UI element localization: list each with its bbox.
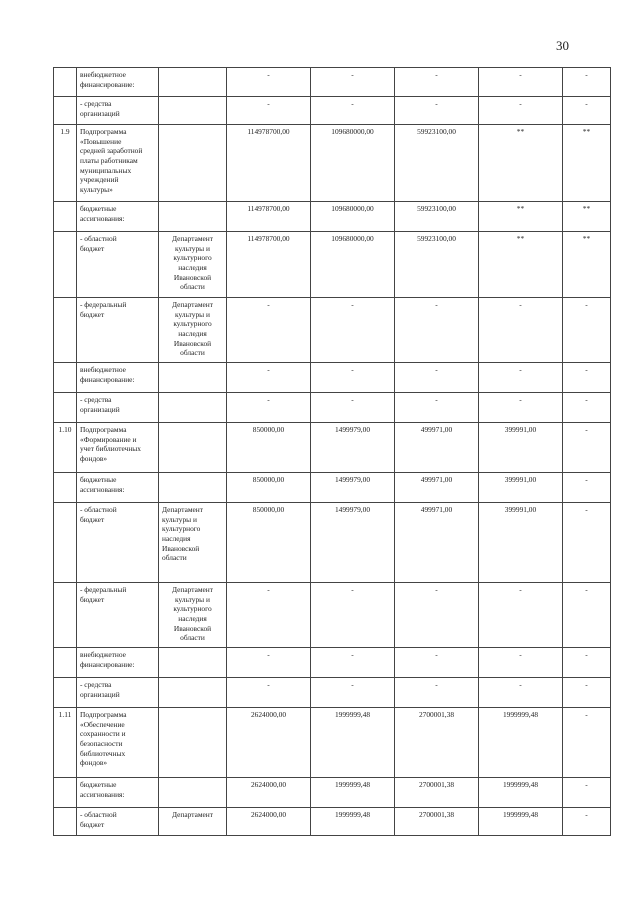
row-value-1-text: 850000,00 bbox=[252, 475, 285, 484]
row-value-2 bbox=[311, 125, 395, 202]
row-executor bbox=[159, 363, 227, 393]
row-description-text: - средства организаций bbox=[80, 680, 120, 699]
row-description-text: - областной бюджет bbox=[80, 810, 117, 829]
row-number bbox=[54, 473, 77, 503]
row-value-4 bbox=[479, 678, 563, 708]
row-value-5-text: - bbox=[585, 810, 588, 819]
row-value-4-text: - bbox=[519, 680, 522, 689]
row-value-5 bbox=[563, 423, 611, 473]
row-value-1-text: - bbox=[267, 680, 270, 689]
row-value-1-text: - bbox=[267, 99, 270, 108]
row-executor-text: Департамент культуры и культурного наследия Ивановской области bbox=[172, 300, 213, 358]
row-value-1-text: - bbox=[267, 365, 270, 374]
table-row bbox=[54, 708, 611, 778]
row-number bbox=[54, 648, 77, 678]
row-value-5-text: - bbox=[585, 475, 588, 484]
table-row bbox=[54, 678, 611, 708]
row-value-4 bbox=[479, 583, 563, 648]
row-value-5-text: - bbox=[585, 780, 588, 789]
row-executor-text: Департамент культуры и культурного наследия Ивановской области bbox=[172, 234, 213, 292]
row-value-2 bbox=[311, 678, 395, 708]
row-number bbox=[54, 503, 77, 583]
row-description bbox=[77, 125, 159, 202]
row-description bbox=[77, 68, 159, 97]
row-value-5 bbox=[563, 125, 611, 202]
row-executor bbox=[159, 503, 227, 583]
row-number bbox=[54, 68, 77, 97]
table-row bbox=[54, 393, 611, 423]
row-value-4 bbox=[479, 423, 563, 473]
row-description-text: - средства организаций bbox=[80, 99, 120, 118]
row-number bbox=[54, 808, 77, 836]
row-value-3 bbox=[395, 473, 479, 503]
row-value-3 bbox=[395, 678, 479, 708]
row-number bbox=[54, 97, 77, 125]
row-value-3-text: - bbox=[435, 395, 438, 404]
row-value-5 bbox=[563, 473, 611, 503]
row-value-1-text: 850000,00 bbox=[252, 425, 285, 434]
row-value-5-text: - bbox=[585, 99, 588, 108]
row-value-2 bbox=[311, 708, 395, 778]
row-value-3-text: - bbox=[435, 680, 438, 689]
row-description-text: внебюджетное финансирование: bbox=[80, 365, 135, 384]
row-value-3-text: 2700001,38 bbox=[418, 710, 455, 719]
row-value-1 bbox=[227, 202, 311, 232]
row-description bbox=[77, 778, 159, 808]
row-value-1 bbox=[227, 583, 311, 648]
row-value-4 bbox=[479, 648, 563, 678]
row-value-2 bbox=[311, 503, 395, 583]
row-value-5 bbox=[563, 778, 611, 808]
row-value-5-text: - bbox=[585, 710, 588, 719]
row-value-1 bbox=[227, 393, 311, 423]
row-value-5-text: - bbox=[585, 650, 588, 659]
row-value-5-text: - bbox=[585, 425, 588, 434]
row-description bbox=[77, 202, 159, 232]
row-description-text: бюджетные ассигнования: bbox=[80, 475, 125, 494]
row-value-2-text: 109680000,00 bbox=[331, 234, 374, 243]
row-value-2-text: 1499979,00 bbox=[334, 425, 371, 434]
row-value-2 bbox=[311, 97, 395, 125]
table-row bbox=[54, 583, 611, 648]
row-description bbox=[77, 648, 159, 678]
row-value-4-text: - bbox=[519, 70, 522, 79]
row-value-3-text: 59923100,00 bbox=[417, 234, 456, 243]
row-value-2-text: - bbox=[351, 300, 354, 309]
row-value-5 bbox=[563, 68, 611, 97]
row-value-5 bbox=[563, 503, 611, 583]
row-value-5-text: ** bbox=[582, 234, 591, 243]
row-value-5 bbox=[563, 393, 611, 423]
row-value-3 bbox=[395, 298, 479, 363]
row-description bbox=[77, 232, 159, 298]
row-value-5-text: ** bbox=[582, 127, 591, 136]
row-value-4 bbox=[479, 708, 563, 778]
row-description-text: Подпрограмма «Обеспечение сохранности и безопасности библиотечных фондов» bbox=[80, 710, 127, 768]
row-executor bbox=[159, 298, 227, 363]
row-executor bbox=[159, 583, 227, 648]
row-value-3 bbox=[395, 778, 479, 808]
table-row bbox=[54, 808, 611, 836]
row-executor bbox=[159, 678, 227, 708]
row-value-4-text: ** bbox=[516, 127, 525, 136]
row-description-text: - федеральный бюджет bbox=[80, 585, 127, 604]
row-number bbox=[54, 678, 77, 708]
row-value-4 bbox=[479, 808, 563, 836]
row-description bbox=[77, 583, 159, 648]
row-executor bbox=[159, 125, 227, 202]
row-description bbox=[77, 473, 159, 503]
row-number bbox=[54, 232, 77, 298]
row-value-4-text: 1999999,48 bbox=[502, 810, 539, 819]
row-value-3 bbox=[395, 503, 479, 583]
table-row bbox=[54, 503, 611, 583]
row-value-4-text: - bbox=[519, 99, 522, 108]
row-value-1-text: 2624000,00 bbox=[250, 710, 287, 719]
row-number bbox=[54, 708, 77, 778]
row-value-4-text: 399991,00 bbox=[504, 505, 537, 514]
row-value-1-text: - bbox=[267, 585, 270, 594]
row-description-text: Подпрограмма «Повышение средней заработной платы работникам муниципальных учреждений культуры» bbox=[80, 127, 143, 194]
row-value-1 bbox=[227, 678, 311, 708]
row-value-3 bbox=[395, 363, 479, 393]
row-value-4-text: ** bbox=[516, 204, 525, 213]
row-number-text: 1.10 bbox=[58, 425, 72, 434]
row-executor bbox=[159, 808, 227, 836]
row-description bbox=[77, 503, 159, 583]
row-value-2-text: - bbox=[351, 99, 354, 108]
row-value-5 bbox=[563, 202, 611, 232]
row-executor bbox=[159, 393, 227, 423]
table-row bbox=[54, 232, 611, 298]
row-value-1 bbox=[227, 473, 311, 503]
row-value-4 bbox=[479, 68, 563, 97]
row-value-2-text: - bbox=[351, 70, 354, 79]
row-value-2-text: - bbox=[351, 585, 354, 594]
row-value-3-text: - bbox=[435, 300, 438, 309]
row-value-2-text: - bbox=[351, 680, 354, 689]
row-value-5 bbox=[563, 678, 611, 708]
row-value-4-text: - bbox=[519, 300, 522, 309]
row-value-3-text: - bbox=[435, 650, 438, 659]
row-value-2-text: - bbox=[351, 365, 354, 374]
row-value-3 bbox=[395, 423, 479, 473]
table-row bbox=[54, 648, 611, 678]
row-description bbox=[77, 708, 159, 778]
page-number: 30 bbox=[556, 38, 569, 53]
row-value-4 bbox=[479, 393, 563, 423]
row-value-3-text: - bbox=[435, 365, 438, 374]
row-value-3 bbox=[395, 68, 479, 97]
row-value-5-text: - bbox=[585, 505, 588, 514]
row-executor bbox=[159, 648, 227, 678]
row-value-1 bbox=[227, 503, 311, 583]
row-value-1-text: - bbox=[267, 70, 270, 79]
row-value-2-text: 1499979,00 bbox=[334, 475, 371, 484]
row-value-1-text: 2624000,00 bbox=[250, 780, 287, 789]
row-value-2 bbox=[311, 363, 395, 393]
row-number bbox=[54, 298, 77, 363]
row-value-5-text: - bbox=[585, 365, 588, 374]
row-description bbox=[77, 97, 159, 125]
row-value-2 bbox=[311, 583, 395, 648]
row-value-1-text: - bbox=[267, 395, 270, 404]
row-value-1 bbox=[227, 648, 311, 678]
row-executor-text: Департамент bbox=[172, 810, 213, 819]
row-description bbox=[77, 363, 159, 393]
row-executor bbox=[159, 423, 227, 473]
row-value-5-text: - bbox=[585, 70, 588, 79]
row-number bbox=[54, 393, 77, 423]
row-value-2-text: 1499979,00 bbox=[334, 505, 371, 514]
table-row bbox=[54, 202, 611, 232]
row-executor bbox=[159, 778, 227, 808]
table-row bbox=[54, 778, 611, 808]
row-value-2 bbox=[311, 473, 395, 503]
row-value-2-text: 109680000,00 bbox=[331, 204, 374, 213]
row-value-2 bbox=[311, 808, 395, 836]
row-description-text: внебюджетное финансирование: bbox=[80, 70, 135, 89]
row-value-1-text: - bbox=[267, 300, 270, 309]
row-value-1 bbox=[227, 298, 311, 363]
row-number bbox=[54, 778, 77, 808]
row-value-5-text: ** bbox=[582, 204, 591, 213]
row-value-3-text: 59923100,00 bbox=[417, 127, 456, 136]
row-value-5 bbox=[563, 708, 611, 778]
row-value-2-text: 109680000,00 bbox=[331, 127, 374, 136]
budget-table bbox=[53, 67, 611, 836]
row-value-3 bbox=[395, 97, 479, 125]
row-value-5-text: - bbox=[585, 680, 588, 689]
row-description-text: - федеральный бюджет bbox=[80, 300, 127, 319]
row-value-3-text: 2700001,38 bbox=[418, 810, 455, 819]
row-number-text: 1.9 bbox=[60, 127, 70, 136]
row-value-1 bbox=[227, 125, 311, 202]
row-value-4-text: 1999999,48 bbox=[502, 710, 539, 719]
row-value-5 bbox=[563, 232, 611, 298]
row-value-4-text: 399991,00 bbox=[504, 475, 537, 484]
row-description-text: - средства организаций bbox=[80, 395, 120, 414]
row-value-4 bbox=[479, 778, 563, 808]
row-value-1-text: 2624000,00 bbox=[250, 810, 287, 819]
table-row bbox=[54, 298, 611, 363]
row-number bbox=[54, 423, 77, 473]
row-value-5 bbox=[563, 363, 611, 393]
row-description bbox=[77, 808, 159, 836]
row-value-3-text: 59923100,00 bbox=[417, 204, 456, 213]
row-executor-text: Департамент культуры и культурного наследия Ивановской области bbox=[172, 585, 213, 643]
row-value-2 bbox=[311, 202, 395, 232]
row-value-2 bbox=[311, 393, 395, 423]
row-value-3 bbox=[395, 202, 479, 232]
row-value-1 bbox=[227, 232, 311, 298]
row-value-1 bbox=[227, 97, 311, 125]
row-value-3 bbox=[395, 808, 479, 836]
row-value-1 bbox=[227, 778, 311, 808]
table-row bbox=[54, 125, 611, 202]
row-value-4-text: - bbox=[519, 650, 522, 659]
row-description-text: - областной бюджет bbox=[80, 234, 117, 253]
row-number-text: 1.11 bbox=[58, 710, 72, 719]
row-value-2-text: 1999999,48 bbox=[334, 780, 371, 789]
row-value-3 bbox=[395, 648, 479, 678]
row-executor bbox=[159, 97, 227, 125]
row-value-4-text: - bbox=[519, 585, 522, 594]
row-value-2 bbox=[311, 423, 395, 473]
row-value-1 bbox=[227, 808, 311, 836]
row-value-4 bbox=[479, 202, 563, 232]
row-value-2 bbox=[311, 68, 395, 97]
row-value-5 bbox=[563, 97, 611, 125]
row-description bbox=[77, 393, 159, 423]
row-value-4-text: 399991,00 bbox=[504, 425, 537, 434]
row-value-2-text: - bbox=[351, 395, 354, 404]
row-value-1-text: 114978700,00 bbox=[247, 127, 290, 136]
row-value-4 bbox=[479, 232, 563, 298]
row-value-2 bbox=[311, 648, 395, 678]
row-value-5-text: - bbox=[585, 585, 588, 594]
row-value-3 bbox=[395, 708, 479, 778]
row-value-3-text: 2700001,38 bbox=[418, 780, 455, 789]
row-value-5 bbox=[563, 298, 611, 363]
row-value-4 bbox=[479, 503, 563, 583]
row-value-4 bbox=[479, 125, 563, 202]
row-value-2-text: 1999999,48 bbox=[334, 810, 371, 819]
row-value-5 bbox=[563, 808, 611, 836]
row-value-1 bbox=[227, 68, 311, 97]
row-value-3-text: 499971,00 bbox=[420, 425, 453, 434]
row-value-1-text: 114978700,00 bbox=[247, 234, 290, 243]
row-value-1 bbox=[227, 708, 311, 778]
row-value-2-text: 1999999,48 bbox=[334, 710, 371, 719]
row-executor bbox=[159, 473, 227, 503]
row-value-4-text: ** bbox=[516, 234, 525, 243]
row-description-text: - областной бюджет bbox=[80, 505, 117, 524]
row-executor bbox=[159, 232, 227, 298]
row-executor bbox=[159, 68, 227, 97]
row-value-4 bbox=[479, 363, 563, 393]
row-value-3-text: - bbox=[435, 70, 438, 79]
table-row bbox=[54, 68, 611, 97]
row-description-text: Подпрограмма «Формирование и учет библиотечных фондов» bbox=[80, 425, 141, 463]
row-value-4 bbox=[479, 473, 563, 503]
row-executor bbox=[159, 708, 227, 778]
row-description-text: бюджетные ассигнования: bbox=[80, 780, 125, 799]
row-value-4 bbox=[479, 97, 563, 125]
row-executor-text: Департамент культуры и культурного наследия Ивановской области bbox=[162, 505, 203, 563]
row-value-5-text: - bbox=[585, 395, 588, 404]
row-value-5 bbox=[563, 648, 611, 678]
row-value-3-text: 499971,00 bbox=[420, 505, 453, 514]
row-value-3-text: - bbox=[435, 99, 438, 108]
row-value-4-text: - bbox=[519, 395, 522, 404]
row-value-1-text: - bbox=[267, 650, 270, 659]
row-value-3-text: 499971,00 bbox=[420, 475, 453, 484]
row-value-1 bbox=[227, 363, 311, 393]
row-number bbox=[54, 363, 77, 393]
row-description-text: внебюджетное финансирование: bbox=[80, 650, 135, 669]
row-description bbox=[77, 298, 159, 363]
row-value-1-text: 850000,00 bbox=[252, 505, 285, 514]
row-value-3-text: - bbox=[435, 585, 438, 594]
row-description bbox=[77, 423, 159, 473]
row-description-text: бюджетные ассигнования: bbox=[80, 204, 125, 223]
row-number bbox=[54, 202, 77, 232]
row-value-4 bbox=[479, 298, 563, 363]
table-row bbox=[54, 423, 611, 473]
row-value-4-text: 1999999,48 bbox=[502, 780, 539, 789]
table-row bbox=[54, 473, 611, 503]
row-description bbox=[77, 678, 159, 708]
table-row bbox=[54, 363, 611, 393]
row-value-2 bbox=[311, 232, 395, 298]
row-value-3 bbox=[395, 125, 479, 202]
row-value-1-text: 114978700,00 bbox=[247, 204, 290, 213]
row-executor bbox=[159, 202, 227, 232]
row-value-4-text: - bbox=[519, 365, 522, 374]
table-row bbox=[54, 97, 611, 125]
row-value-1 bbox=[227, 423, 311, 473]
row-value-3 bbox=[395, 232, 479, 298]
row-value-2-text: - bbox=[351, 650, 354, 659]
row-value-3 bbox=[395, 583, 479, 648]
row-number bbox=[54, 125, 77, 202]
row-value-5 bbox=[563, 583, 611, 648]
row-value-5-text: - bbox=[585, 300, 588, 309]
row-value-3 bbox=[395, 393, 479, 423]
row-number bbox=[54, 583, 77, 648]
row-value-2 bbox=[311, 298, 395, 363]
row-value-2 bbox=[311, 778, 395, 808]
